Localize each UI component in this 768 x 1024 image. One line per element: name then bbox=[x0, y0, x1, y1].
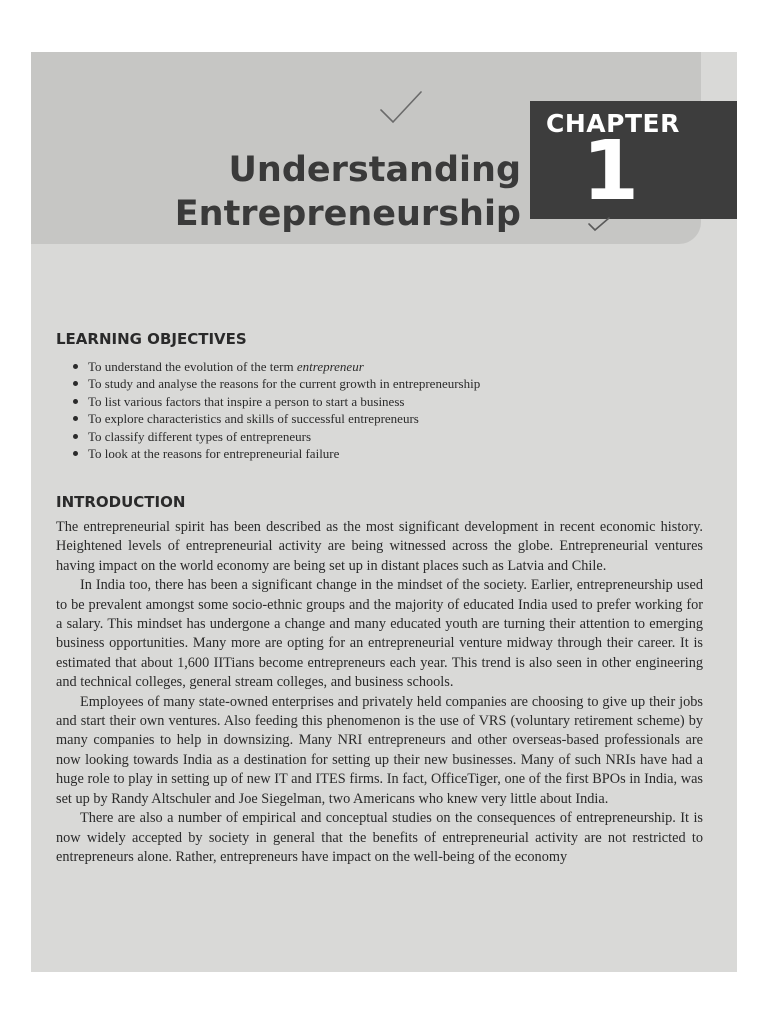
objective-emphasis: entrepreneur bbox=[296, 359, 364, 374]
chapter-title-line-2: Entrepreneurship bbox=[174, 194, 521, 234]
learning-objectives-list bbox=[71, 358, 480, 462]
objective-text: To classify different types of entrepreneurs bbox=[88, 428, 312, 444]
objective-text: To look at the reasons for entrepreneurial failure bbox=[88, 446, 340, 462]
objective-item bbox=[71, 445, 480, 462]
objective-item bbox=[71, 358, 480, 375]
book-page bbox=[31, 52, 737, 972]
chapter-number: 1 bbox=[582, 124, 640, 219]
introduction-heading: INTRODUCTION bbox=[56, 493, 186, 511]
chapter-title-line-1: Understanding bbox=[228, 150, 521, 190]
introduction-body bbox=[56, 518, 703, 867]
learning-objectives-heading: LEARNING OBJECTIVES bbox=[56, 330, 247, 348]
objective-text: To list various factors that inspire a person to start a business bbox=[88, 393, 405, 409]
chapter-title bbox=[141, 148, 521, 236]
banner-notch bbox=[31, 228, 71, 244]
objective-item bbox=[71, 410, 480, 427]
chapter-label: CHAPTER bbox=[546, 109, 680, 138]
intro-paragraph: The entrepreneurial spirit has been described as the most significant development in recent economic history. Heightened levels of entrepreneurial activity are being witnessed across the globe. Entrepreneurial ventures having impact on the world economy are being set up in distant places such as Latvia and Chile. bbox=[56, 519, 703, 574]
objective-text: To understand the evolution of the term bbox=[88, 359, 297, 374]
intro-paragraph: Employees of many state-owned enterprises and privately held companies are choosing to give up their jobs and start their own ventures. Also feeding this phenomenon is the use of VRS (voluntary retirement scheme) by many companies to help in downsizing. Many NRI entrepreneurs and other overseas-based professionals are now looking towards India as a destination for setting up their new businesses. Many of such NRIs have had a huge role to play in setting up of new IT and ITES firms. In fact, OfficeTiger, one of the first BPOs in India, was set up by Randy Altschuler and Joe Siegelman, two Americans who knew very little about India. bbox=[56, 693, 703, 807]
chapter-number-box bbox=[530, 101, 737, 219]
objective-item bbox=[71, 393, 480, 410]
intro-paragraph: There are also a number of empirical and conceptual studies on the consequences of entrepreneurship. It is now widely accepted by society in general that the benefits of entrepreneurial activity are not restricted to entrepreneurs alone. Rather, entrepreneurs have impact on the well-being of the economy bbox=[56, 810, 703, 865]
pencil-checkmark-icon bbox=[587, 216, 611, 236]
objective-item bbox=[71, 428, 480, 445]
objective-item bbox=[71, 375, 480, 392]
pencil-checkmark-icon bbox=[379, 88, 423, 132]
objective-text: To explore characteristics and skills of successful entrepreneurs bbox=[88, 411, 419, 427]
objective-text: To study and analyse the reasons for the current growth in entrepreneurship bbox=[88, 376, 481, 392]
intro-paragraph: In India too, there has been a significant change in the mindset of the society. Earlier, entrepreneurship used to be prevalent amongst some socio-ethnic groups and the majority of educated India used to prefer working for a salary. This mindset has undergone a change and many educated youth are turning their attention to emerging business opportunities. Many more are opting for an entrepreneurial venture midway through their career. It is estimated that about 1,600 IITians become entrepreneurs each year. This trend is also seen in other engineering and technical colleges, general stream colleges, and business schools. bbox=[56, 577, 703, 691]
